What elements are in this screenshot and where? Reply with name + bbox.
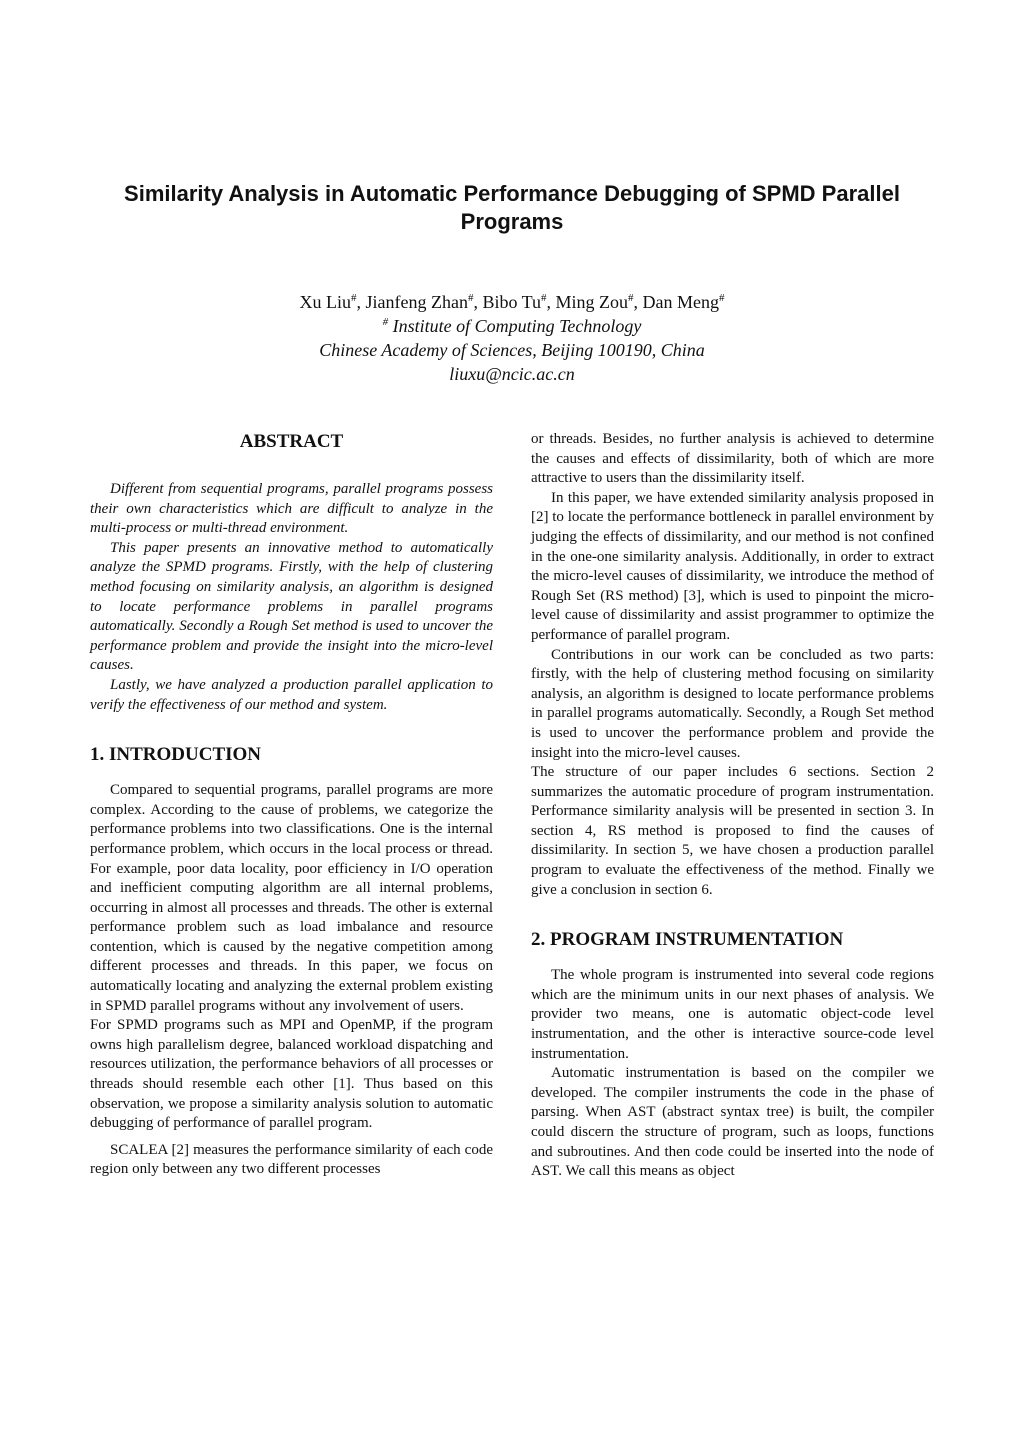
paper-title: Similarity Analysis in Automatic Performance Debugging of SPMD Parallel Programs (124, 181, 900, 234)
author-list: Xu Liu#, Jianfeng Zhan#, Bibo Tu#, Ming Zou#, Dan Meng# (299, 292, 725, 312)
author-name: Bibo Tu (482, 292, 541, 312)
affiliation-academy: Chinese Academy of Sciences, Beijing 100190, China (319, 340, 705, 360)
section-heading-introduction: 1. INTRODUCTION (90, 744, 262, 766)
affiliation-mark: # (382, 316, 389, 328)
abstract-paragraph: This paper presents an innovative method to automatically analyze the SPMD programs. Firstly, with the help of clustering method focusing on similarity analysis, an algorithm is designed to locate performance problems in parallel programs automatically. Secondly a Rough Set method is used to uncover the performance problem and provide the insight into the micro-level causes. (90, 539, 493, 674)
body-paragraph: For SPMD programs such as MPI and OpenMP, if the program owns high parallelism degree, balanced workload dispatching and resources utilization, the performance behaviors of all processes or threads should resemble each other [1]. Thus based on this observation, we propose a similarity analysis solution to automatic debugging of performance of parallel program. (90, 1017, 493, 1132)
affiliation-institute-line (150, 314, 874, 338)
abstract-body (90, 480, 493, 715)
author-email[interactable]: liuxu@ncic.ac.cn (449, 364, 575, 384)
body-paragraph: Automatic instrumentation is based on the compiler we developed. The compiler instruments the code in the phase of parsing. When AST (abstract syntax tree) is built, the compiler could discern the structure of program, such as loops, functions and subroutines. And then code could be inserted into the node of AST. We call this means as object (531, 1065, 934, 1180)
body-paragraph: Contributions in our work can be concluded as two parts: firstly, with the help of clustering method focusing on similarity analysis, an algorithm is designed to locate performance problems in parallel programs automatically. Secondly, a Rough Set method is used to uncover the performance problem and provide the insight into the micro-level causes. (531, 646, 934, 761)
body-paragraph: SCALEA [2] measures the performance similarity of each code region only between any two different processes (90, 1141, 493, 1178)
author-mark: # (350, 292, 357, 304)
affiliation-institute: Institute of Computing Technology (392, 316, 642, 336)
body-paragraph: or threads. Besides, no further analysis is achieved to determine the causes and effects of dissimilarity, both of which are more attractive to users than the dissimilarity itself. (531, 431, 934, 487)
section-heading-instrumentation: 2. PROGRAM INSTRUMENTATION (531, 929, 844, 951)
author-name: Xu Liu (299, 292, 351, 312)
abstract-paragraph: Lastly, we have analyzed a production parallel application to verify the effectiveness of our method and system. (90, 676, 493, 713)
body-paragraph: The structure of our paper includes 6 sections. Section 2 summarizes the automatic procedure of program instrumentation. Performance similarity analysis will be presented in section 3. In section 4, RS method is proposed to find the causes of dissimilarity. In section 5, we have chosen a production parallel program to evaluate the effectiveness of the method. Finally we give a conclusion in section 6. (531, 764, 934, 898)
author-name: Dan Meng (642, 292, 719, 312)
abstract-paragraph: Different from sequential programs, parallel programs possess their own characteristics which are difficult to analyze in the multi-process or multi-thread environment. (90, 481, 493, 537)
author-mark: # (541, 292, 547, 304)
author-mark: # (628, 292, 634, 304)
body-paragraph: The whole program is instrumented into several code regions which are the minimum units in our next phases of analysis. We provider two means, one is automatic object-code level instrumentation, and the other is interactive source-code level instrumentation. (531, 967, 934, 1062)
body-paragraph: Compared to sequential programs, parallel programs are more complex. According to the cause of problems, we categorize the performance problems into two classifications. One is the internal performance problem, which occurs in the local process or thread. For example, poor data locality, poor efficiency in I/O operation and inefficient computing algorithm are all internal problems, occurring in almost all processes and threads. The other is external performance problem such as load imbalance and resource contention, which is caused by the negative competition among different processes and threads. In this paper, we focus on automatically locating and analyzing the external problem existing in SPMD parallel programs without any involvement of users. (90, 782, 493, 1014)
author-block (150, 290, 874, 386)
author-mark: # (467, 292, 474, 304)
abstract-heading: ABSTRACT (239, 431, 344, 452)
author-mark: # (719, 292, 725, 304)
left-column (90, 430, 493, 1180)
body-paragraph: In this paper, we have extended similarity analysis proposed in [2] to locate the performance bottleneck in parallel environment by judging the effects of dissimilarity, and our method is not confined in the one-one similarity analysis. Additionally, in order to extract the micro-level causes of dissimilarity, we introduce the method of Rough Set (RS method) [3], which is used to pinpoint the micro-level cause of dissimilarity and assist programmer to optimize the performance of parallel program. (531, 489, 934, 643)
author-name: Jianfeng Zhan (365, 292, 468, 312)
author-name: Ming Zou (555, 292, 629, 312)
right-column (531, 430, 934, 1182)
